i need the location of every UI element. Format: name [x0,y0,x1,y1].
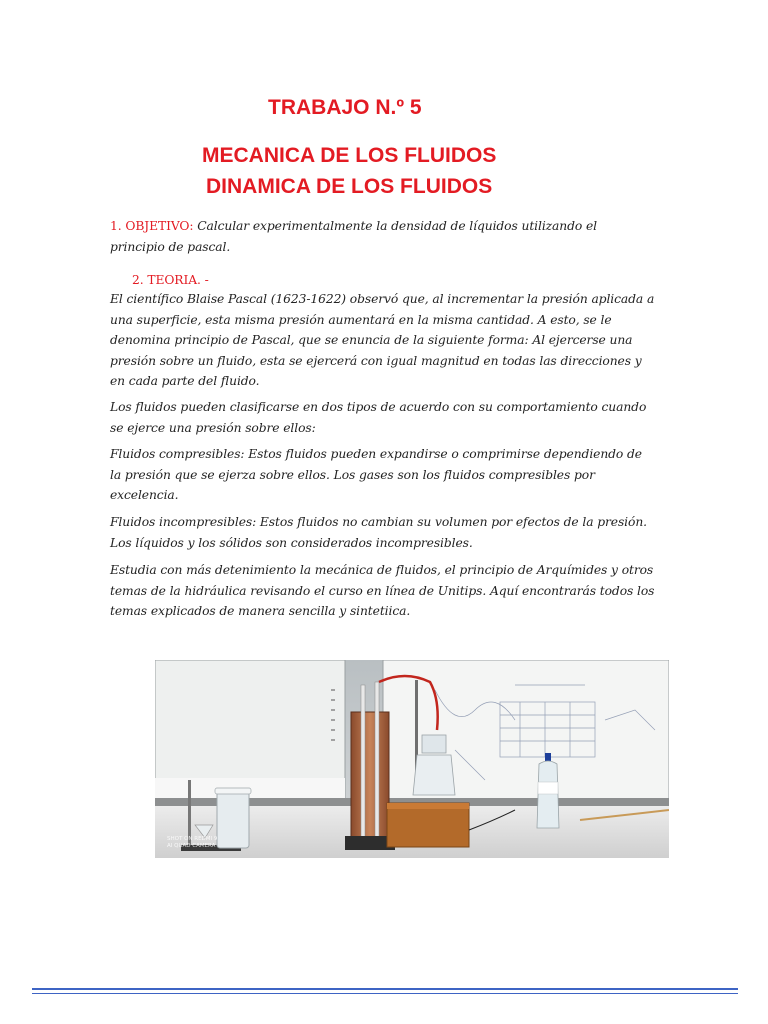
experiment-photo-illustration [155,660,669,858]
objetivo-paragraph [110,216,655,257]
document-title-mecanica: MECANICA DE LOS FLUIDOS [202,144,497,167]
footer-divider [32,988,738,994]
teoria-text: El científico Blaise Pascal (1623-1622) observó que, al incrementar la presión aplicada a una superficie, esta misma presión aumentará en la misma cantidad. A esto, se le denomina principio de Pascal, que se enuncia de la siguiente forma: [110,292,655,347]
incompresibles-paragraph: Fluidos incompresibles: Estos fluidos no cambian su volumen por efectos de la presión. Los líquidos y los sólidos son considerados incompresibles. [110,515,647,550]
watermark-line-1: SHOT ON REDMI 9 [167,836,218,842]
teoria-heading: 2. TEORIA. - [132,273,209,287]
fluidos-paragraph: Los fluidos pueden clasificarse en dos tipos de acuerdo con su comportamiento cuando se ejerce una presión sobre ellos: [110,400,647,435]
teoria-principle-text: Al ejercerse una presión sobre un fluido, esta se ejercerá con igual magnitud en todas las direcciones y en cada parte del fluido. [110,333,642,388]
objetivo-label: 1. OBJETIVO: [110,219,194,233]
camera-watermark [167,836,217,850]
teoria-paragraph [110,289,655,392]
document-title-dinamica: DINAMICA DE LOS FLUIDOS [206,175,493,198]
document-title-trabajo: TRABAJO N.º 5 [268,96,422,119]
experiment-photo [155,660,669,858]
objetivo-text: Calcular experimentalmente la densidad de líquidos utilizando el principio de pascal. [110,219,597,254]
watermark-line-2: AI QUAD CAMERA [167,843,216,849]
compresibles-paragraph: Fluidos compresibles: Estos fluidos pueden expandirse o comprimirse dependiendo de la presión que se ejerza sobre ellos. Los gases son los fluidos compresibles por excelencia. [110,447,642,502]
estudia-paragraph: Estudia con más detenimiento la mecánica de fluidos, el principio de Arquímides y otros temas de la hidráulica revisando el curso en línea de Unitips. Aquí encontrarás todos los temas explicados de manera sencilla y sintetiica. [110,563,655,618]
